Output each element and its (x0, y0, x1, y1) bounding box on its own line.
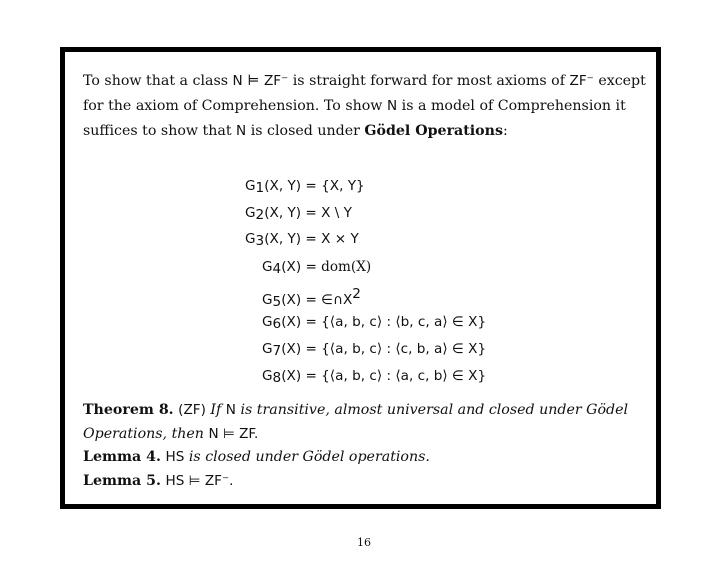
zf-minus: ZF⁻ (263, 73, 289, 89)
intro-text: is a model of Comprehension it (397, 98, 626, 114)
op-lhs: (X) = (281, 368, 322, 384)
op-sub: 5 (272, 294, 282, 310)
operation-g6 (262, 314, 486, 332)
op-sub: 8 (272, 370, 282, 386)
intro-line-3 (83, 119, 658, 144)
op-lhs: (X, Y) = (264, 178, 322, 194)
symbol-hs: HS (165, 473, 185, 489)
theorem-text: If (205, 402, 226, 418)
op-name: G (262, 292, 273, 308)
op-rhs: {⟨a, b, c⟩ : ⟨a, c, b⟩ ∈ X} (321, 368, 487, 384)
operation-g1 (245, 178, 365, 196)
lemma-text: is closed under Gödel operations. (184, 449, 430, 465)
op-sub: 4 (272, 261, 282, 277)
intro-text: suffices to show that (83, 123, 237, 139)
operation-g5 (262, 286, 361, 310)
op-rhs: X \ Y (321, 205, 352, 221)
intro-text: for the axiom of Comprehension. To show (83, 98, 387, 114)
operation-g8 (262, 368, 486, 386)
theorem-text: is transitive, almost universal and closed under Gödel (235, 402, 629, 418)
symbol-n: N (232, 73, 243, 89)
op-sub: 1 (255, 180, 265, 196)
page-number: 16 (357, 536, 371, 549)
theorem-line-1 (83, 398, 663, 422)
op-sup: 2 (352, 286, 361, 302)
intro-text: is straight forward for most axioms of (288, 73, 570, 89)
theorem-conclusion: ⊨ ZF. (218, 426, 259, 442)
op-name: G (262, 368, 273, 384)
theorem-text: Operations, then (83, 426, 209, 442)
op-lhs: (X) = (281, 314, 322, 330)
operation-g7 (262, 341, 486, 359)
op-name: G (262, 259, 273, 275)
op-name: G (262, 314, 273, 330)
theorem-line-2 (83, 422, 663, 446)
op-rhs: dom(X) (321, 259, 372, 275)
op-name: G (245, 231, 256, 247)
symbol-n: N (225, 402, 236, 418)
op-lhs: (X, Y) = (264, 231, 322, 247)
op-lhs: (X, Y) = (264, 205, 322, 221)
operation-g3 (245, 231, 359, 249)
intro-line-2 (83, 94, 658, 119)
intro-line-1 (83, 69, 658, 94)
lemma-label: Lemma 5. (83, 473, 161, 489)
intro-text: : (502, 123, 508, 139)
op-sub: 3 (255, 233, 265, 249)
op-name: G (262, 341, 273, 357)
op-sub: 2 (255, 207, 265, 223)
lemma-5 (83, 469, 663, 493)
op-lhs: (X) = (281, 259, 322, 275)
op-rhs: ∈∩X (321, 292, 353, 308)
intro-text: To show that a class (83, 73, 229, 89)
goedel-operations-term: Gödel Operations (364, 123, 503, 139)
symbol-hs: HS (165, 449, 185, 465)
operation-g4 (262, 259, 371, 277)
symbol-n: N (386, 98, 398, 114)
op-lhs: (X) = (281, 341, 322, 357)
lemma-label: Lemma 4. (83, 449, 161, 465)
op-rhs: {⟨a, b, c⟩ : ⟨c, b, a⟩ ∈ X} (321, 341, 487, 357)
intro-text: is closed under (246, 123, 365, 139)
lemma-text: ⊨ ZF⁻. (184, 473, 234, 489)
zf-minus: ZF⁻ (569, 73, 594, 89)
theorem-label: Theorem 8. (83, 402, 174, 418)
intro-paragraph (83, 69, 658, 144)
lemma-4 (83, 445, 663, 469)
theorem-condition: (ZF) (178, 402, 206, 418)
symbol-n: N (236, 123, 247, 139)
intro-text: except (593, 73, 646, 89)
op-name: G (245, 178, 256, 194)
models-symbol: ⊨ (242, 73, 264, 89)
op-lhs: (X) = (281, 292, 322, 308)
op-rhs: X × Y (321, 231, 359, 247)
operation-g2 (245, 205, 352, 223)
op-name: G (245, 205, 256, 221)
theorem-8 (83, 398, 663, 446)
op-sub: 6 (272, 316, 282, 332)
op-sub: 7 (272, 343, 282, 359)
op-rhs: {⟨a, b, c⟩ : ⟨b, c, a⟩ ∈ X} (321, 314, 487, 330)
symbol-n: N (208, 426, 219, 442)
op-rhs: {X, Y} (321, 178, 365, 194)
